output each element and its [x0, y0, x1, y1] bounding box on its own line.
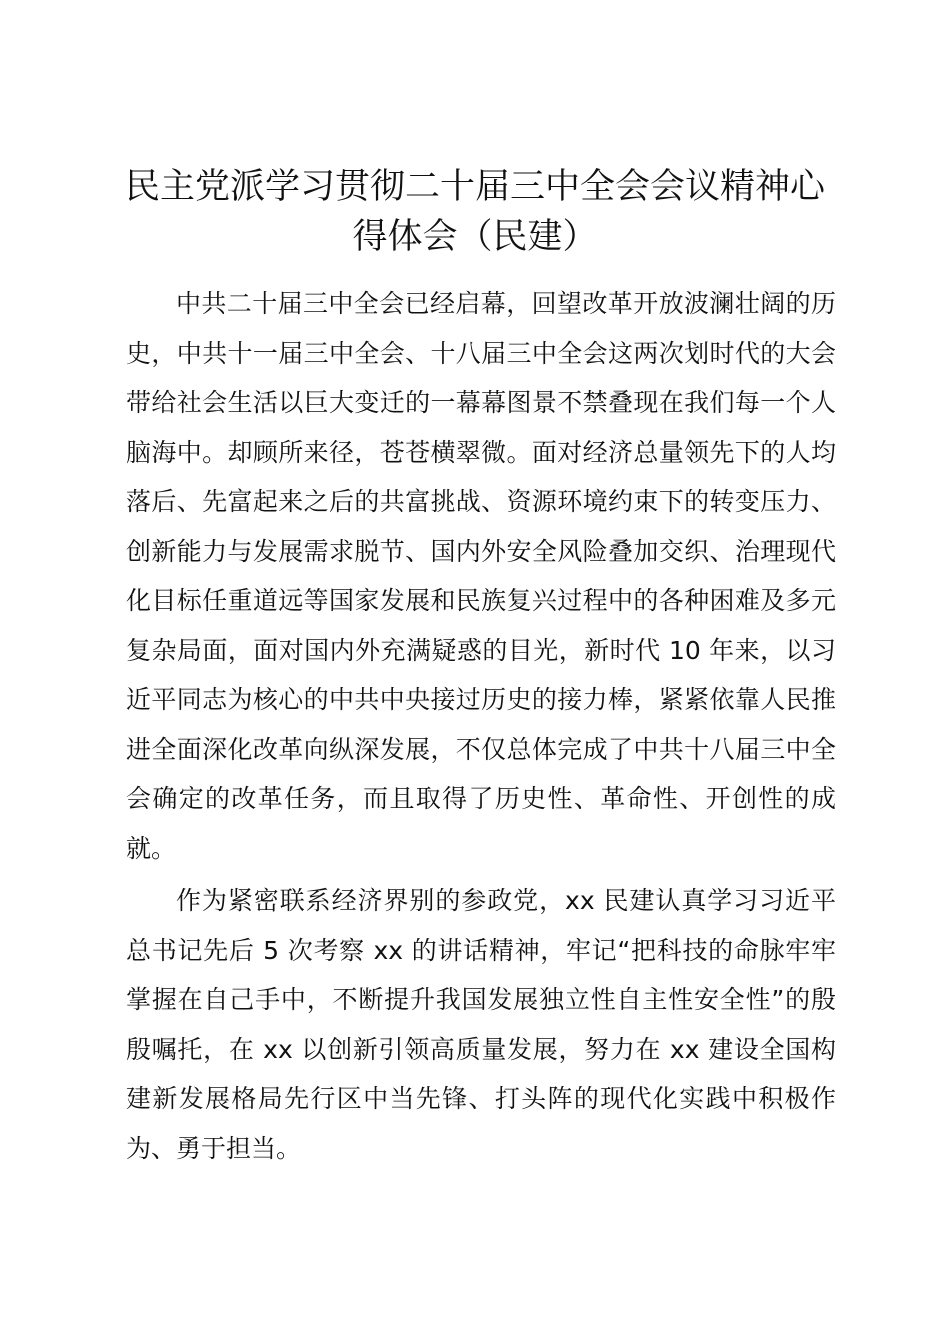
- paragraph-2: 作为紧密联系经济界别的参政党，xx 民建认真学习习近平总书记先后 5 次考察 xx 的讲话精神，牢记“把科技的命脉牢牢掌握在自己手中，不断提升我国发展独立性自主性安全性”的殷殷嘱托，在 xx 以创新引领高质量发展，努力在 xx 建设全国构建新发展格局先行区中当先锋、打头阵的现代化实践中积极作为、勇于担当。: [126, 886, 836, 1163]
- paragraph-1: 中共二十届三中全会已经启幕，回望改革开放波澜壮阔的历史，中共十一届三中全会、十八届三中全会这两次划时代的大会带给社会生活以巨大变迁的一幕幕图景不禁叠现在我们每一个人脑海中。却顾所来径，苍苍横翠微。面对经济总量领先下的人均落后、先富起来之后的共富挑战、资源环境约束下的转变压力、创新能力与发展需求脱节、国内外安全风险叠加交织、治理现代化目标任重道远等国家发展和民族复兴过程中的各种困难及多元复杂局面，面对国内外充满疑惑的目光，新时代 10 年来，以习近平同志为核心的中共中央接过历史的接力棒，紧紧依靠人民推进全面深化改革向纵深发展，不仅总体完成了中共十八届三中全会确定的改革任务，而且取得了历史性、革命性、开创性的成就。: [126, 289, 836, 863]
- document-body: [126, 279, 836, 1176]
- document-title: 民主党派学习贯彻二十届三中全会会议精神心得体会（民建）: [124, 167, 825, 257]
